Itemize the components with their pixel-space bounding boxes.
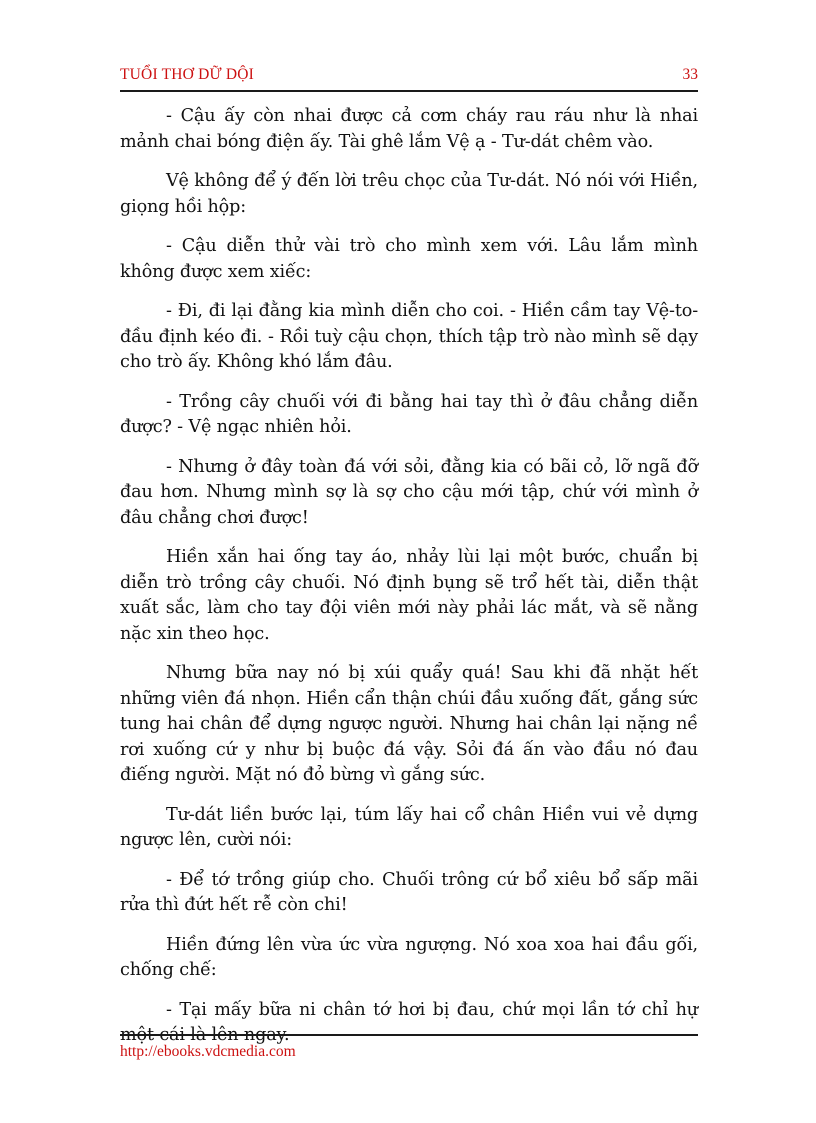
paragraph: - Tại mấy bữa ni chân tớ hơi bị đau, chứ mọi lần tớ chỉ hự một cái là lên ngay.	[120, 999, 698, 1045]
page-body	[120, 104, 698, 1063]
paragraph: - Trồng cây chuối với đi bằng hai tay thì ở đâu chẳng diễn được? - Vệ ngạc nhiên hỏi.	[120, 391, 698, 437]
paragraph: Nhưng bữa nay nó bị xúi quẩy quá! Sau khi đã nhặt hết những viên đá nhọn. Hiền cẩn thận chúi đầu xuống đất, gắng sức tung hai chân để dựng ngược người. Nhưng hai chân lại nặng nề rơi xuống cứ y như bị buộc đá vậy. Sỏi đá ấn vào đầu nó đau điếng người. Mặt nó đỏ bừng vì gắng sức.	[120, 663, 698, 785]
footer-url-link[interactable]: http://ebooks.vdcmedia.com	[120, 1043, 296, 1060]
paragraph: Hiền xắn hai ống tay áo, nhảy lùi lại một bước, chuẩn bị diễn trò trồng cây chuối. Nó định bụng sẽ trổ hết tài, diễn thật xuất sắc, làm cho tay đội viên mới này phải lác mắt, và sẽ nằng nặc xin theo học.	[120, 547, 698, 644]
paragraph: - Cậu diễn thử vài trò cho mình xem với. Lâu lắm mình không được xem xiếc:	[120, 236, 698, 282]
page-header	[120, 62, 698, 92]
page-number: 33	[682, 66, 698, 83]
paragraph: - Để tớ trồng giúp cho. Chuối trông cứ bổ xiêu bổ sấp mãi rửa thì đứt hết rễ còn chi!	[120, 869, 698, 915]
footer-divider	[120, 1034, 698, 1036]
book-title: TUỔI THƠ DỮ DỘI	[120, 66, 254, 83]
paragraph: Vệ không để ý đến lời trêu chọc của Tư-dát. Nó nói với Hiền, giọng hồi hộp:	[120, 171, 698, 217]
paragraph: Tư-dát liền bước lại, túm lấy hai cổ chân Hiền vui vẻ dựng ngược lên, cười nói:	[120, 804, 698, 850]
paragraph: Hiền đứng lên vừa ức vừa ngượng. Nó xoa xoa hai đầu gối, chống chế:	[120, 934, 698, 980]
paragraph: - Cậu ấy còn nhai được cả cơm cháy rau ráu như là nhai mảnh chai bóng điện ấy. Tài ghê lắm Vệ ạ - Tư-dát chêm vào.	[120, 106, 698, 152]
paragraph: - Nhưng ở đây toàn đá với sỏi, đằng kia có bãi cỏ, lỡ ngã đỡ đau hơn. Nhưng mình sợ là sợ cho cậu mới tập, chứ với mình ở đâu chẳng chơi được!	[120, 456, 698, 528]
paragraph: - Đi, đi lại đằng kia mình diễn cho coi. - Hiền cầm tay Vệ-to-đầu định kéo đi. - Rồi tuỳ cậu chọn, thích tập trò nào mình sẽ dạy cho trò ấy. Không khó lắm đâu.	[120, 301, 698, 372]
